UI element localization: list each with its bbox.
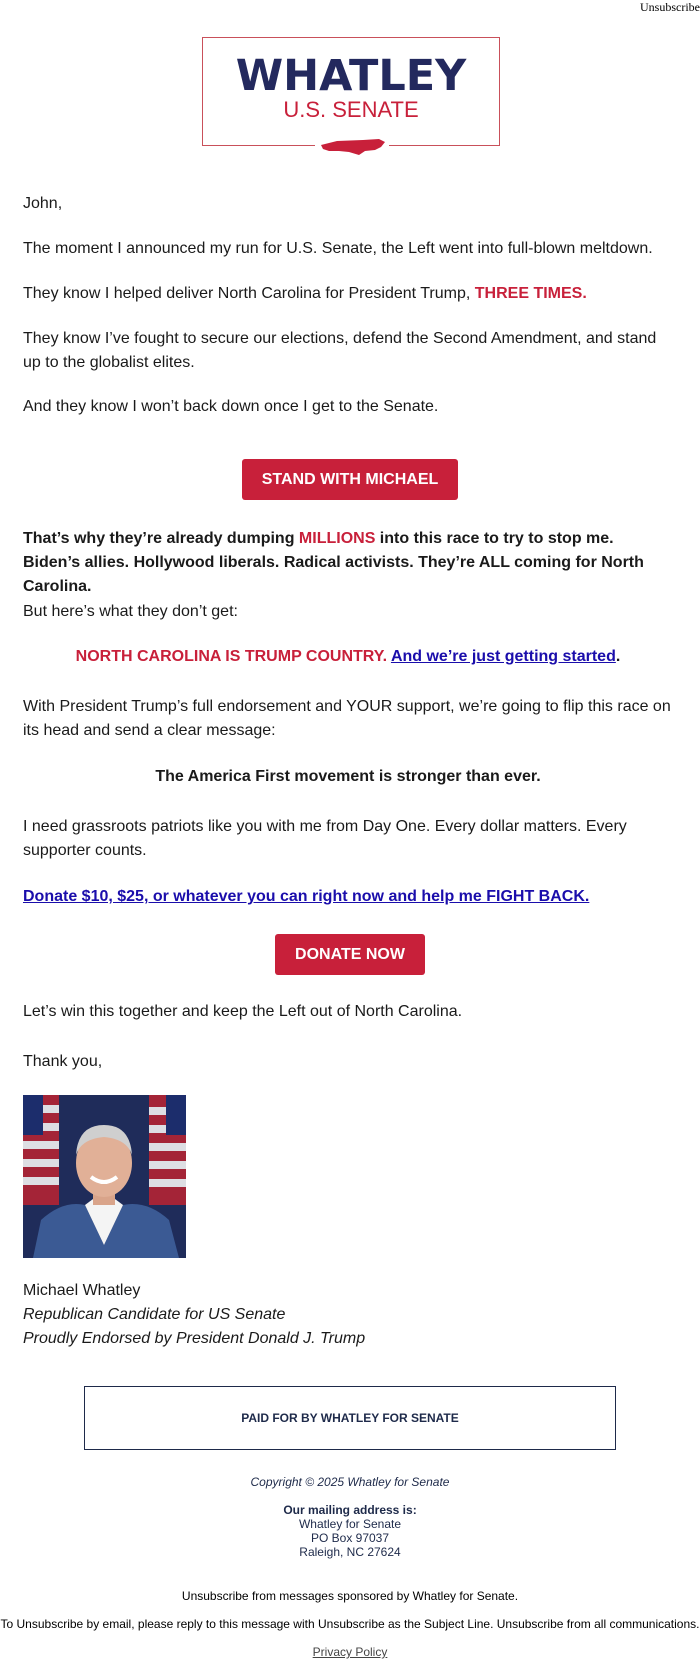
mailing-label: Our mailing address is: [283,1503,417,1517]
three-times-highlight: THREE TIMES. [474,285,587,302]
greeting: John, [23,195,63,212]
unsubscribe-email-text[interactable]: To Unsubscribe by email, please reply to this message with Unsubscribe as the Subject Line. Unsubscribe from all communications. [0,1617,700,1631]
trump-country-highlight: NORTH CAROLINA IS TRUMP COUNTRY. [75,648,388,665]
address-line-1: Whatley for Senate [298,1517,402,1531]
signature-endorsement: Proudly Endorsed by President Donald J. Trump [23,1330,366,1347]
signature-name: Michael Whatley [23,1282,141,1299]
paragraph-10: I need grassroots patriots like you with me from Day One. Every dollar matters. Every supporter counts. [23,818,627,859]
paragraph-13: Thank you, [23,1053,103,1070]
address-line-3: Raleigh, NC 27624 [299,1545,401,1559]
stand-with-michael-button[interactable]: STAND WITH MICHAEL [242,459,458,500]
logo-subtitle: U.S. SENATE [283,97,419,122]
paragraph-11 [23,885,673,909]
paragraph-6: But here’s what they don’t get: [23,603,238,620]
candidate-portrait-icon [23,1095,186,1258]
campaign-logo [202,37,500,146]
copyright-text: Copyright © 2025 Whatley for Senate [250,1475,450,1489]
signature-block [23,1279,365,1351]
logo-name: WHATLEY [235,51,467,101]
paid-for-disclaimer: PAID FOR BY WHATLEY FOR SENATE [84,1386,616,1450]
millions-highlight: MILLIONS [298,530,376,547]
north-carolina-icon [315,135,389,159]
donate-now-button[interactable]: DONATE NOW [275,934,425,975]
signature-title: Republican Candidate for US Senate [23,1306,286,1323]
getting-started-link[interactable]: And we’re just getting started [390,648,616,665]
candidate-photo [23,1095,186,1258]
address-line-2: PO Box 97037 [310,1531,390,1545]
privacy-policy-link[interactable]: Privacy Policy [312,1645,388,1659]
mailing-address [0,1503,700,1559]
unsubscribe-link-top[interactable]: Unsubscribe [640,0,700,14]
paragraph-9: The America First movement is stronger than ever. [155,768,541,785]
paragraph-1: The moment I announced my run for U.S. Senate, the Left went into full-blown meltdown. [23,240,653,257]
unsubscribe-sponsor-text: Unsubscribe from messages sponsored by Whatley for Senate. [181,1589,519,1603]
paragraph-7: NORTH CAROLINA IS TRUMP COUNTRY. And we’re just getting started. [75,648,621,665]
paragraph-2: They know I helped deliver North Carolina for President Trump, THREE TIMES. [23,285,587,302]
donate-text-link[interactable]: Donate $10, $25, or whatever you can right now and help me FIGHT BACK. [23,888,590,905]
paragraph-5: That’s why they’re already dumping MILLIONS into this race to try to stop me. Biden’s allies. Hollywood liberals. Radical activists. They’re ALL coming for North Carolina. [23,530,644,595]
paragraph-4: And they know I won’t back down once I get to the Senate. [23,398,439,415]
paragraph-3: They know I’ve fought to secure our elections, defend the Second Amendment, and stand up to the globalist elites. [23,330,657,371]
paragraph-12: Let’s win this together and keep the Left out of North Carolina. [23,1003,463,1020]
paragraph-8: With President Trump’s full endorsement and YOUR support, we’re going to flip this race on its head and send a clear message: [23,698,671,739]
